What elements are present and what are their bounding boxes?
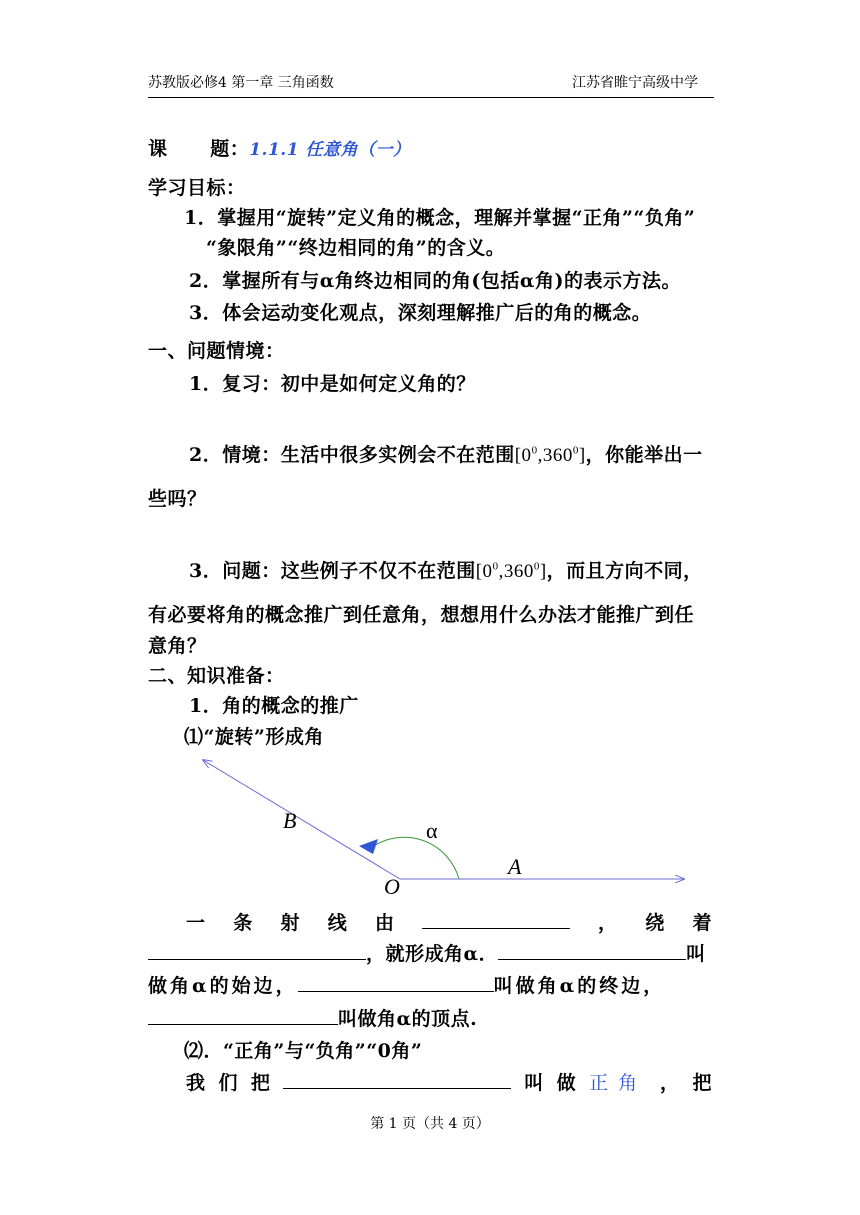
ray-OB <box>203 760 400 879</box>
objectives-heading: 学习目标： <box>148 177 246 199</box>
fill1-char: 条 <box>233 912 253 934</box>
q3-text-b: ，而且方向不同， <box>546 560 703 582</box>
q2-text-b: ，你能举出一 <box>585 444 703 466</box>
fill1-char: 一 <box>186 912 206 934</box>
question-3-line3: 意角？ <box>148 635 207 657</box>
label-B: B <box>283 808 297 833</box>
fill2-char: 叫 <box>524 1072 544 1094</box>
fill1-l3-b: 叫做角α的终边， <box>493 975 666 997</box>
fill2-char: 我 <box>186 1072 206 1094</box>
rotation-arrow-icon <box>359 839 378 854</box>
objective-3: 3．体会运动变化观点，深刻理解推广后的角的概念。 <box>189 302 652 324</box>
fill2-char: 们 <box>218 1072 238 1094</box>
q2-text-a: 2．情境：生活中很多实例会不在范围 <box>189 444 515 466</box>
fill1-line1 <box>186 908 712 935</box>
blank-2[interactable] <box>148 941 366 960</box>
fill1-l3-a: 做角α的始边， <box>148 975 298 997</box>
objective-2: 2．掌握所有与α角终边相同的角(包括α角)的表示方法。 <box>189 270 681 292</box>
q3-range: $[0^0,360^0]$ <box>475 560 547 582</box>
blank-4[interactable] <box>298 973 494 992</box>
fill1-char: ， <box>597 912 618 934</box>
term-positive-angle: 正角 <box>589 1072 648 1094</box>
blank-6[interactable] <box>283 1070 511 1089</box>
question-2-line2: 些吗？ <box>148 488 207 510</box>
page-number: 第 1 页（共 4 页） <box>370 1116 490 1132</box>
objective-1-line2: “象限角”“终边相同的角”的含义。 <box>206 237 506 259</box>
title-label: 课 题： <box>148 138 250 160</box>
label-A: A <box>508 854 522 879</box>
fill2-char: 把 <box>250 1072 271 1094</box>
fill1-char: 射 <box>280 912 301 934</box>
fill1-char: 由 <box>375 912 395 934</box>
fill1-line4 <box>148 1004 477 1031</box>
subsection-1: 1．角的概念的推广 <box>189 695 359 717</box>
blank-1[interactable] <box>422 910 570 929</box>
header-left: 苏教版必修4 第一章 三角函数 <box>148 75 334 91</box>
section2-heading: 二、知识准备： <box>148 665 285 687</box>
fill1-char: 着 <box>692 912 712 934</box>
fill1-l2-end: 叫 <box>686 943 706 965</box>
question-3-line2: 有必要将角的概念推广到任意角，想想用什么办法才能推广到任 <box>148 604 695 626</box>
blank-3[interactable] <box>498 941 686 960</box>
fill1-l2-mid: ，就形成角α． <box>366 943 499 965</box>
fill1-char: 绕 <box>645 912 665 934</box>
q3-text-a: 3．问题：这些例子不仅不在范围 <box>189 560 476 582</box>
fill2-line1 <box>186 1068 712 1095</box>
fill2-char: 做 <box>556 1072 577 1094</box>
objective-1-line1: 1．掌握用“旋转”定义角的概念，理解并掌握“正角”“负角” <box>184 207 696 229</box>
fill1-line3 <box>148 971 665 998</box>
blank-5[interactable] <box>148 1006 338 1025</box>
fill1-l4-end: 叫做角α的顶点. <box>338 1008 478 1030</box>
header-right: 江苏省睢宁高级中学 <box>572 75 698 91</box>
fill2-end: 把 <box>692 1072 712 1094</box>
fill1-char: 线 <box>327 912 348 934</box>
q2-range: $[0^0,360^0]$ <box>514 444 586 466</box>
label-alpha: α <box>426 818 438 843</box>
rotation-arc <box>367 837 459 879</box>
section1-heading: 一、问题情境： <box>148 340 285 362</box>
question-1: 1．复习：初中是如何定义角的？ <box>189 373 476 395</box>
title-value: 1.1.1 任意角（一） <box>249 140 411 160</box>
fill1-line2 <box>148 939 706 966</box>
subsection-1-2: ⑵．“正角”与“负角”“0角” <box>184 1040 423 1062</box>
fill2-comma: ， <box>660 1072 680 1094</box>
subsection-1-1: ⑴“旋转”形成角 <box>184 726 324 748</box>
label-O: O <box>384 874 400 899</box>
